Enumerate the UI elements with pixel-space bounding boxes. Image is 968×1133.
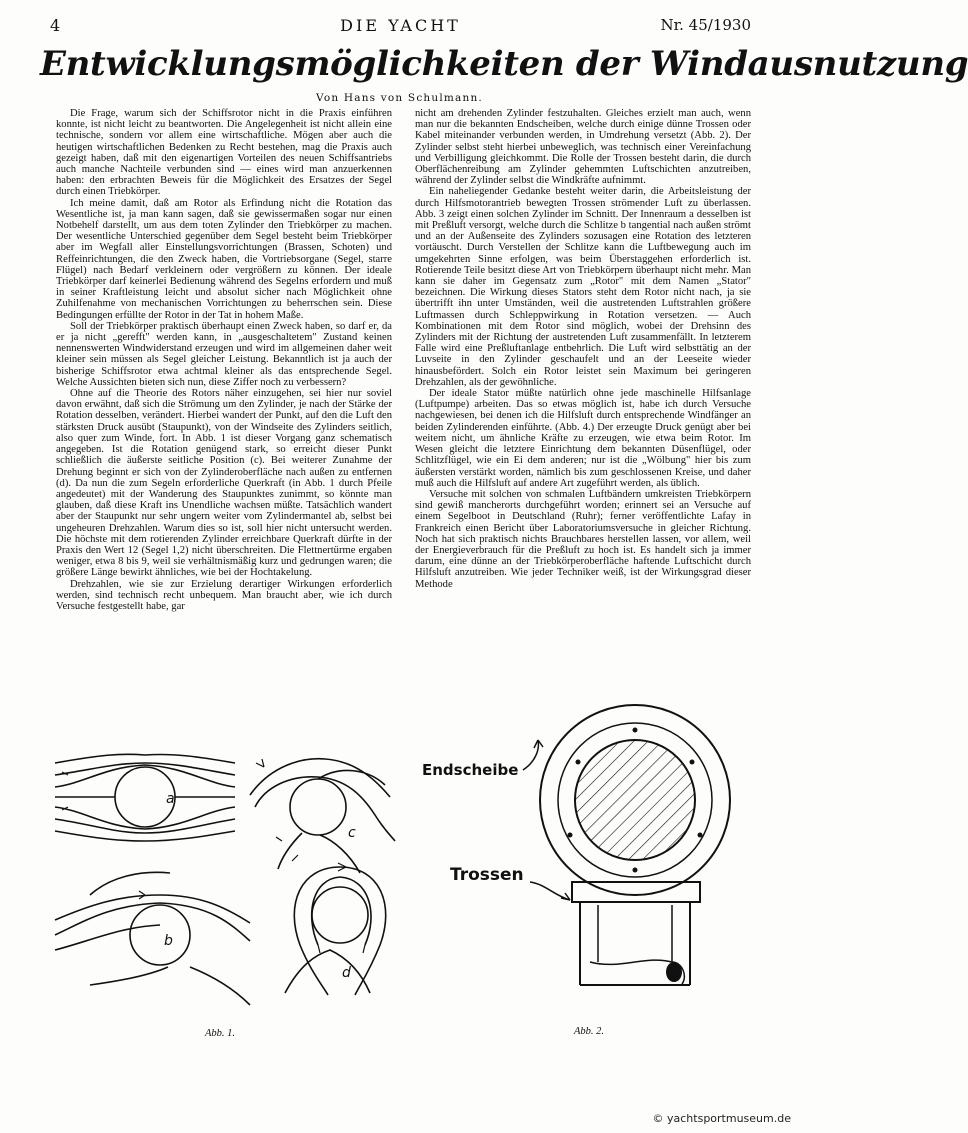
paragraph: Der ideale Stator müßte natürlich ohne jede maschinelle Hilfsanlage (Luftpumpe) arbeiten. Das so etwas möglich ist, habe ich durch Versuche nachgewiesen, bei denen ich die Hilfsluft durch entsprechende Windfänger an beiden Zylinderenden einführte. (Abb. 4.) Der erzeugte Druck genügt aber bei weitem nicht, um ähnliche Kräfte zu erzeugen, wie etwa beim Rotor. Im Wesen gleicht die letztere Einrichtung dem bekannten Düsenflügel, oder Schlitzflügel, wie ein Ei dem anderen; nur ist die „Wölbung" hier bis zum äußersten verstärkt worden, nämlich bis zum geschlossenen Kreise, und daher muß auch die Hilfsluft auf andere Art zugeführt werden, als üblich. xyxy=(415,388,751,489)
label-d: d xyxy=(342,965,351,981)
image-credit: © yachtsportmuseum.de xyxy=(652,1112,791,1125)
figure-2-caption: Abb. 2. xyxy=(574,1026,605,1037)
paragraph: Ohne auf die Theorie des Rotors näher einzugehen, sei hier nur soviel davon erwähnt, daß sich die Strömung um den Zylinder, je nach der Stärke der Rotation desselben, verändert. Hierbei wandert der Punkt, auf den die Luft den stärksten Druck ausübt (Staupunkt), von der Windseite des Zylinders seitlich, also quer zum Winde, fort. In Abb. 1 ist dieser Vorgang ganz schematisch angegeben. Ist die Rotation genügend stark, so erreicht dieser Punkt schließlich die äußerste seitliche Position (c). Bei weiterer Zunahme der Drehung beginnt er sich von der Zylinderoberfläche nach außen zu entfernen (d). Da nun die zum Segeln erforderliche Querkraft (in Abb. 1 durch Pfeile angedeutet) mit der Wanderung des Staupunktes zunimmt, so könnte man glauben, daß diese Kraft ins Unendliche wachsen müßte. Tatsächlich wandert aber der Staupunkt nur sehr ungern weiter vom Zylindermantel ab, selbst bei ungeheuren Drehzahlen. Warum dies so ist, soll hier nicht untersucht werden. Die höchste mit dem rotierenden Zylinder erreichbare Querkraft dürfte in der Praxis den Wert 12 (Segel 1,2) nicht überschreiten. Die Flettnertürme ergaben weniger, etwa 8 bis 9, weil sie verhältnismäßig kurz und gedrungen waren; die größere Länge bewirkt ähnliches, wie bei der Hochtakelung. xyxy=(56,388,392,579)
paragraph: Ein naheliegender Gedanke besteht weiter darin, die Arbeitsleistung der durch Hilfsmotorantrieb bewegten Trossen strömender Luft zu überlassen. Abb. 3 zeigt einen solchen Zylinder im Schnitt. Der Innenraum a desselben ist mit Preßluft versorgt, welche durch die Schlitze b tangential nach außen strömt und an der Außenseite des Zylinders sozusagen eine Rotation des letzteren vortäuscht. Durch Verstellen der Schlitze kann die Luftbewegung auch im umgekehrten Sinne erfolgen, was beim Überstaggehen erforderlich ist. Rotierende Teile besitzt diese Art von Triebkörpern überhaupt nicht mehr. Man kann sie daher im Gegensatz zum „Rotor" mit dem Namen „Stator" bezeichnen. Die Wirkung dieses Stators steht dem Rotor nicht nach, ja sie übertrifft ihn unter Umständen, weil die austretenden Luftstrahlen größere Luftmassen durch Schleppwirkung in Rotation versetzen. — Auch Kombinationen mit dem Rotor sind möglich, wobei der Drehsinn des Zylinders mit der Richtung der austretenden Luft zusammenfällt. In letzterem Falle wird eine Preßluftanlage entbehrlich. Die Luft wird selbsttätig an der Luvseite in den Zylinder geschaufelt und an der Leeseite wieder hinausbefördert. Solch ein Rotor leistet sein Maximum bei geringeren Drehzahlen, als der gewöhnliche. xyxy=(415,186,751,388)
cylinder-b xyxy=(130,905,190,965)
label-c: c xyxy=(348,825,356,841)
figure-1-flow-diagrams xyxy=(50,745,400,1010)
paragraph: Soll der Triebkörper praktisch überhaupt einen Zweck haben, so darf er, da er ja nicht „gerefft" werden kann, in „ausgeschaltetem" Zustand keinen nennenswerten Windwiderstand erzeugen und wird im allgemeinen daher weit kleiner sein müssen als Segel gleicher Leistung. Bekanntlich ist ja auch der bisherige Schiffsrotor etwa achtmal kleiner als das entsprechende Segel. Welche Aussichten bieten sich nun, diese Ziffer noch zu verbessern? xyxy=(56,320,392,388)
article-byline: Von Hans von Schulmann. xyxy=(316,92,483,104)
magazine-name: DIE YACHT xyxy=(340,16,461,35)
cylinder-d xyxy=(312,887,368,943)
page-number: 4 xyxy=(50,16,61,35)
page-header xyxy=(50,16,751,38)
label-a: a xyxy=(166,791,175,807)
issue-number: Nr. 45/1930 xyxy=(660,16,751,34)
text-column-left xyxy=(56,108,392,736)
label-b: b xyxy=(164,933,173,949)
figure-2-rotor-diagram xyxy=(420,700,745,1015)
article-title: Entwicklungsmöglichkeiten der Windausnutzung xyxy=(40,44,968,84)
diagram-a xyxy=(55,754,235,841)
label-trossen: Trossen xyxy=(450,865,524,885)
paragraph: Die Frage, warum sich der Schiffsrotor nicht in die Praxis einführen konnte, ist nicht leicht zu beantworten. Die Angelegenheit ist nicht allein eine technische, sondern vor allem eine wirtschaftliche. Mögen aber auch die heutigen wirtschaftlichen Bedenken zu Recht bestehen, mag die Praxis auch gezeigt haben, daß mit den eigenartigen Vorteilen des neuen Schiffsantriebs auch manche Nachteile verbunden sind — eines wird man anzuerkennen haben: den erbrachten Beweis für die Möglichkeit des Ersatzes der Segel durch einen Triebkörper. xyxy=(56,108,392,198)
hatched-cylinder xyxy=(575,740,695,860)
paragraph: Ich meine damit, daß am Rotor als Erfindung nicht die Rotation das Wesentliche ist, ja man kann sagen, daß sie gewissermaßen sogar nur einen Notbehelf darstellt, um aus dem toten Zylinder den Triebkörper zu machen. Der wesentliche Unterschied gegenüber dem Segel besteht beim Triebkörper aber im Wegfall aller Einstellungsvorrichtungen (Brassen, Schoten) und Reffeinrichtungen, die den Zweck haben, die Vortriebsorgane (Segel, starre Flügel) nach Bedarf verkleinern oder vergrößern zu können. Der ideale Triebkörper darf keinerlei Bedienung während des Segelns erfordern und muß in seiner Kraftleistung leicht und absolut sicher nach Möglichkeit ohne Zuhilfenahme von mechanischen Vorrichtungen zu beherrschen sein. Diese Bedingungen erfüllte der Rotor in der Tat in hohem Maße. xyxy=(56,197,392,321)
text-column-right xyxy=(415,108,751,698)
paragraph: nicht am drehenden Zylinder festzuhalten. Gleiches erzielt man auch, wenn man nur die bekannten Endscheiben, welche durch einige dünne Trossen oder Kabel miteinander verbunden werden, in Umdrehung versetzt (Abb. 2). Der Zylinder selbst steht hierbei unbeweglich, was technisch einer Vereinfachung und Verbilligung gleichkommt. Die Rolle der Trossen besteht darin, die durch Oberflächenreibung am Zylinder gehemmten Luftschichten anzutreiben, während der Zylinder selbst die Windkräfte aufnimmt. xyxy=(415,108,751,187)
figure-1-caption: Abb. 1. xyxy=(205,1028,236,1039)
cylinder-c xyxy=(290,779,346,835)
diagram-d xyxy=(285,863,386,995)
paragraph: Drehzahlen, wie sie zur Erzielung derartiger Wirkungen erforderlich werden, sind technisch recht unbequem. Man braucht aber, wie ich durch Versuche festgestellt habe, gar xyxy=(56,578,392,612)
diagram-c xyxy=(250,759,395,873)
diagram-b xyxy=(55,872,250,1005)
label-endscheibe: Endscheibe xyxy=(422,761,519,779)
paragraph: Versuche mit solchen von schmalen Luftbändern umkreisten Triebkörpern sind gewiß mancherorts durchgeführt worden; erinnert sei an Versuche auf einem Segelboot in Deutschland (Ruhr); ferner veröffentlichte Lafay in Frankreich einen Bericht über Laboratoriumsversuche in gleicher Richtung. Noch hat sich praktisch nichts Brauchbares herstellen lassen, vor allem, weil der Energieverbrauch für die Preßluft zu hoch ist. Es handelt sich ja immer darum, eine dünne an der Triebkörperoberfläche haftende Luftschicht durch Hilfsluft anzutreiben. Wie jeder Techniker weiß, ist der Wirkungsgrad dieser Methode xyxy=(415,488,751,590)
